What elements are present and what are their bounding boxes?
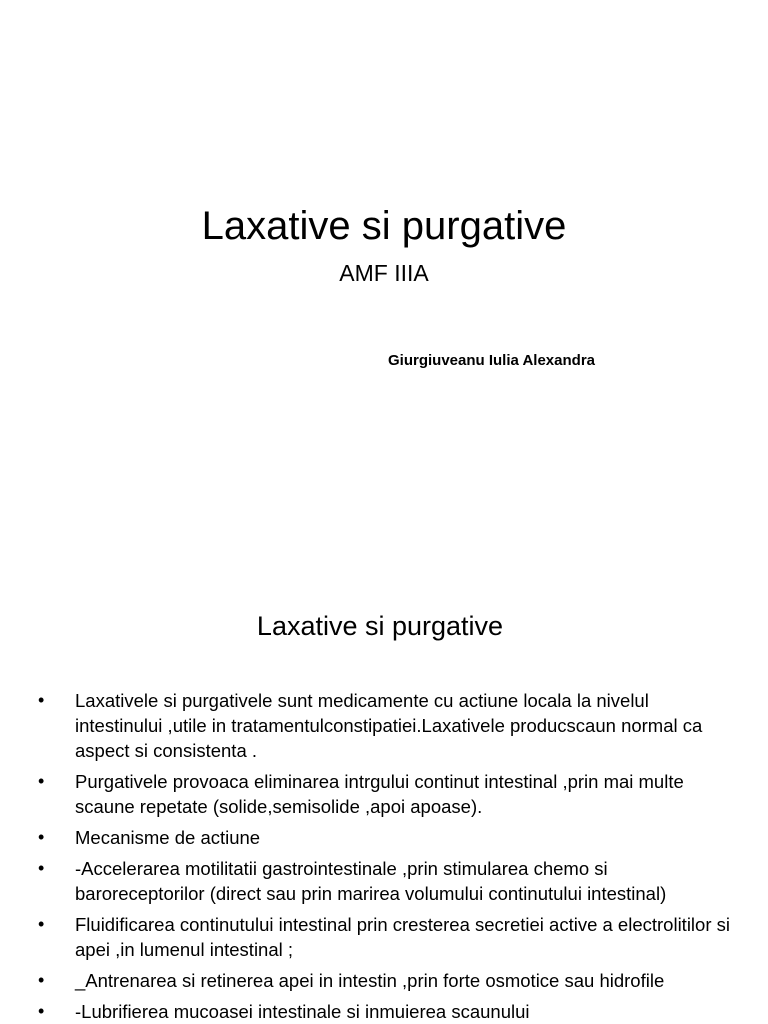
bullet-text: Purgativele provoaca eliminarea intrgului continut intestinal ,prin mai multe scaune repetate (solide,semisolide ,apoi apoase).: [75, 771, 684, 817]
bullet-text: -Accelerarea motilitatii gastrointestinale ,prin stimularea chemo si baroreceptorilor (direct sau prin marirea volumului continutului intestinal): [75, 858, 667, 904]
bullet-text: _Antrenarea si retinerea apei in intestin ,prin forte osmotice sau hidrofile: [75, 970, 665, 991]
bullet-icon: •: [38, 858, 45, 878]
bullet-icon: •: [38, 970, 45, 990]
bullet-icon: •: [38, 771, 45, 791]
bullet-text: Mecanisme de actiune: [75, 827, 261, 848]
bullet-item: [38, 856, 738, 906]
bullet-item: [38, 999, 738, 1024]
bullet-icon: •: [38, 914, 45, 934]
bullet-icon: •: [38, 690, 45, 710]
bullet-text: -Lubrifierea mucoasei intestinale si inmuierea scaunului: [75, 1001, 530, 1022]
bullet-list: [38, 688, 738, 1024]
bullet-text: Fluidificarea continutului intestinal prin cresterea secretiei active a electrolitilor si apei ,in lumenul intestinal ;: [75, 914, 730, 960]
bullet-item: [38, 968, 738, 993]
bullet-item: [38, 688, 738, 763]
bullet-icon: •: [38, 1001, 45, 1021]
slide-title: Laxative si purgative: [201, 204, 567, 248]
bullet-item: [38, 912, 738, 962]
slide-title: Laxative si purgative: [256, 611, 504, 641]
slide-subtitle: AMF IIIA: [339, 260, 429, 286]
bullet-text: Laxativele si purgativele sunt medicamente cu actiune locala la nivelul intestinului ,utile in tratamentulconstipatiei.Laxativele producscaun normal ca aspect si consistenta .: [75, 690, 703, 761]
content-slide: [0, 576, 768, 1024]
bullet-item: [38, 825, 738, 850]
bullet-icon: •: [38, 827, 45, 847]
author-name: Giurgiuveanu Iulia Alexandra: [388, 352, 595, 369]
bullet-item: [38, 769, 738, 819]
